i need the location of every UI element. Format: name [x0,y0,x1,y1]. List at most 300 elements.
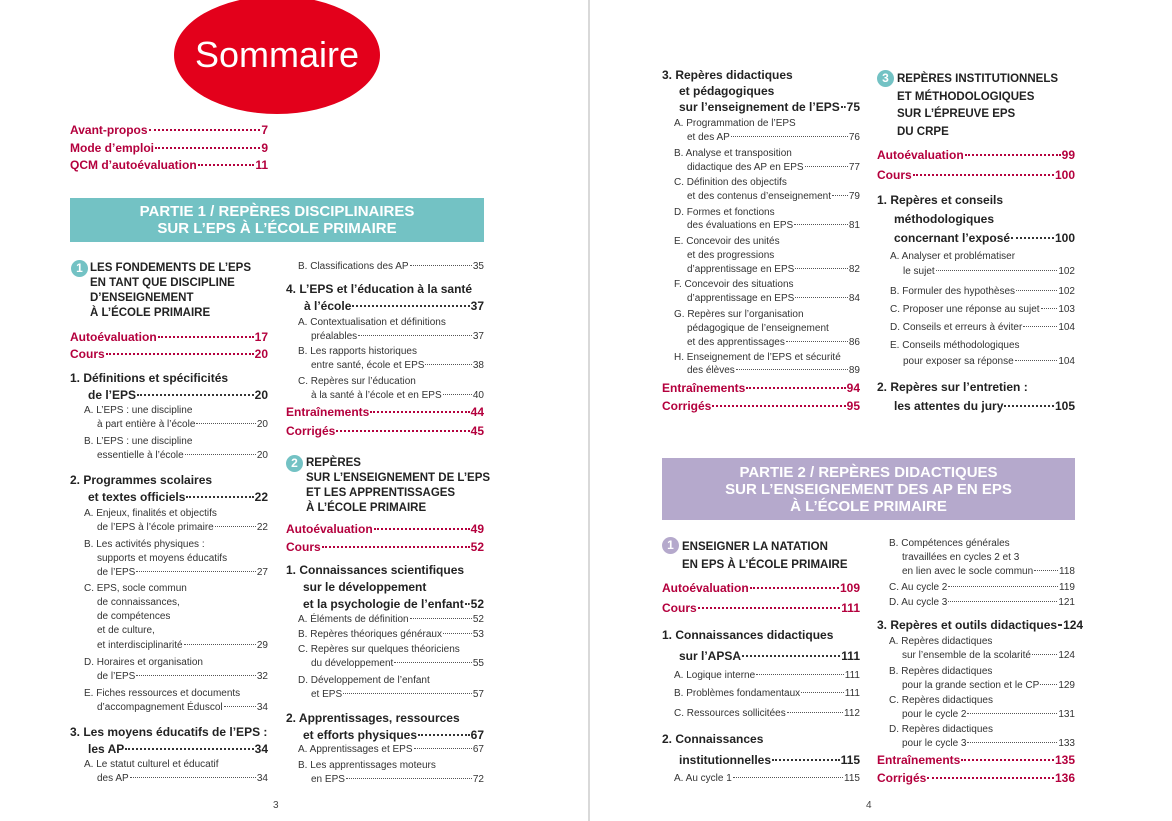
entry-label: à part entière à l’école [97,419,196,430]
dot-leader [136,675,256,676]
entry-page-number: 129 [1058,680,1075,691]
right-page [590,0,1172,821]
entry-label: de l’EPS [97,671,136,682]
entry-label: et EPS [311,689,343,700]
toc-entry-section[interactable] [894,399,1075,413]
chapter-title-line: D’ENSEIGNEMENT [90,292,194,304]
entry-page-number: 89 [848,365,860,376]
entry-label: Cours [286,540,321,554]
dot-leader [425,364,471,365]
toc-entry-subsection[interactable] [97,450,268,461]
toc-entry-subsection[interactable] [890,304,1075,315]
entry-page-number: 22 [254,490,268,504]
entry-page-number: 49 [470,522,484,536]
toc-entry-section[interactable] [679,649,860,663]
toc-entry-avant-propos[interactable] [70,123,268,137]
dot-leader [742,655,840,657]
entry-page-number: 27 [256,567,268,578]
dot-leader [184,644,256,645]
dot-leader [841,106,846,108]
entry-page-number: 103 [1058,304,1075,315]
entry-page-number: 82 [848,264,860,275]
entry-page-number: 81 [848,220,860,231]
dot-leader [1034,570,1058,571]
subsection-line: B. Les rapports historiques [298,346,417,357]
entry-page-number: 115 [844,773,860,784]
toc-entry-subsection[interactable] [890,322,1075,333]
toc-entry-subsection[interactable] [687,365,860,376]
entry-label: et interdisciplinarité [97,640,183,651]
entry-label: sur l’APSA [679,649,742,663]
toc-entry-section[interactable] [679,753,860,767]
dot-leader [948,601,1057,602]
section-heading[interactable]: 2. Connaissances [662,732,764,746]
entry-label: Cours [877,168,912,182]
dot-leader [196,423,255,424]
entry-page-number: 7 [261,123,268,137]
entry-page-number: 52 [472,614,484,625]
toc-entry-subsection[interactable] [97,567,268,578]
dot-leader [795,297,848,298]
dot-leader [794,224,848,225]
toc-entry-subsection[interactable] [97,522,268,533]
chapter-1-title[interactable] [90,261,251,321]
chapter-title-line: DU CRPE [897,125,949,138]
entry-label: A. Au cycle 1 [674,773,732,784]
toc-entry-subsection[interactable] [311,689,484,700]
subsection-line: A. Contextualisation et définitions [298,317,446,328]
dot-leader [805,166,848,167]
entry-page-number: 20 [254,388,268,402]
entry-label: des évaluations en EPS [687,220,794,231]
entry-label: les AP [88,742,125,756]
entry-page-number: 79 [848,191,860,202]
entry-label: en lien avec le socle commun [902,566,1034,577]
entry-page-number: 111 [844,688,860,699]
entry-page-number: 124 [1058,650,1075,661]
entry-label: Corrigés [286,424,336,438]
dot-leader [756,674,844,675]
toc-entry-subsection[interactable] [311,774,484,785]
toc-entry-subsection[interactable] [903,356,1075,367]
banner-line: À L’ÉCOLE PRIMAIRE [790,497,947,515]
subsection-line: D. Repères didactiques [889,724,993,735]
entry-label: pour exposer sa réponse [903,356,1014,367]
entry-label: et des AP [687,132,730,143]
dot-leader [149,129,261,131]
subsection-line: D. Développement de l’enfant [298,675,430,686]
page-title: Sommaire [194,34,360,75]
toc-entry-cours[interactable] [70,347,268,361]
toc-entry-section[interactable] [877,618,1084,632]
entry-page-number: 131 [1058,709,1075,720]
section-heading[interactable]: 4. L’EPS et l’éducation à la santé [286,282,473,296]
subsection-line: A. Le statut culturel et éducatif [84,759,219,770]
toc-entry-entrainements[interactable] [877,753,1075,767]
subsection-line: pédagogique de l’enseignement [687,323,829,334]
section-heading[interactable]: 2. Apprentissages, ressources [286,711,460,725]
toc-entry-subsection[interactable] [298,261,484,272]
dot-leader [137,394,254,396]
subsection-line: E. Conseils méthodologiques [890,340,1020,351]
entry-label: et des apprentissages [687,337,785,348]
entry-page-number: 111 [844,670,860,681]
entry-page-number: 84 [848,293,860,304]
section-heading[interactable]: 1. Repères et conseils [877,193,1004,207]
chapter-title-line: ET LES APPRENTISSAGES [306,487,456,499]
entry-page-number: 111 [841,601,860,615]
toc-entry-subsection[interactable] [97,702,268,713]
entry-page-number: 55 [472,658,484,669]
part-2-chapter-1-number: 1 [662,537,679,554]
toc-entry-autoevaluation[interactable] [877,148,1075,162]
entry-page-number: 86 [848,337,860,348]
toc-entry-corriges[interactable] [877,771,1075,785]
entry-page-number: 121 [1058,597,1075,608]
subsection-line: C. Repères sur l’éducation [298,376,416,387]
subsection-line: de connaissances, [97,597,180,608]
subsection-line: H. Enseignement de l’EPS et sécurité [674,352,841,363]
entry-label: essentielle à l’école [97,450,184,461]
chapter-3-number: 3 [877,70,894,87]
toc-entry-subsection[interactable] [97,671,268,682]
subsection-line: C. EPS, socle commun [84,583,187,594]
section-heading[interactable]: 1. Connaissances scientifiques [286,563,465,577]
entry-label: Mode d’emploi [70,141,154,155]
entry-page-number: 57 [472,689,484,700]
dot-leader [967,742,1057,743]
entry-label: B. Problèmes fondamentaux [674,688,801,699]
entry-label: QCM d’autoévaluation [70,158,197,172]
toc-entry-corriges[interactable] [662,399,860,413]
toc-entry-subsection[interactable] [311,331,484,342]
entry-label: B. Repères théoriques généraux [298,629,442,640]
entry-page-number: 20 [254,347,268,361]
toc-entry-subsection[interactable] [889,597,1075,608]
toc-entry-section[interactable] [88,490,268,504]
toc-entry-subsection[interactable] [889,582,1075,593]
toc-entry-subsection[interactable] [311,360,484,371]
dot-leader [186,496,253,498]
toc-entry-section[interactable] [894,231,1075,245]
dot-leader [1058,624,1062,626]
entry-label: de l’EPS [88,388,137,402]
toc-entry-subsection[interactable] [687,293,860,304]
toc-entry-subsection[interactable] [298,614,484,625]
toc-entry-section[interactable] [679,100,860,114]
toc-entry-subsection[interactable] [674,708,860,719]
entry-page-number: 94 [846,381,860,395]
dot-leader [374,528,470,530]
toc-entry-subsection[interactable] [674,688,860,699]
entry-label: D. Au cycle 3 [889,597,948,608]
toc-entry-section[interactable] [303,597,484,611]
entry-label: Autoévaluation [286,522,373,536]
section-heading[interactable]: méthodologiques [894,212,994,226]
toc-entry-subsection[interactable] [890,286,1075,297]
chapter-title-line: EN EPS À L’ÉCOLE PRIMAIRE [682,559,848,571]
dot-leader [961,759,1054,761]
dot-leader [1040,684,1057,685]
entry-label: Autoévaluation [877,148,964,162]
entry-page-number: 35 [472,261,484,272]
entry-label: A. Apprentissages et EPS [298,744,413,755]
dot-leader [927,777,1054,779]
dot-leader [736,369,848,370]
toc-entry-mode-emploi[interactable] [70,141,268,155]
entry-label: Avant-propos [70,123,148,137]
part-2-banner [662,458,1075,520]
toc-entry-section[interactable] [88,388,268,402]
entry-page-number: 115 [840,753,860,767]
entry-page-number: 112 [844,708,860,719]
dot-leader [198,164,255,166]
entry-page-number: 44 [470,405,484,419]
section-heading[interactable]: 1. Définitions et spécificités [70,371,229,385]
entry-label: les attentes du jury [894,399,1004,413]
entry-label: Cours [70,347,105,361]
dot-leader [418,734,470,736]
entry-page-number: 109 [839,581,860,595]
toc-entry-subsection[interactable] [687,264,860,275]
chapter-3-title[interactable] [897,71,1058,141]
banner-line: PARTIE 1 / REPÈRES DISCIPLINAIRES [139,203,415,220]
entry-page-number: 72 [472,774,484,785]
dot-leader [443,633,472,634]
page-number: 3 [273,800,279,811]
dot-leader [336,430,469,432]
entry-label: pour le cycle 2 [902,709,967,720]
entry-page-number: 17 [254,330,268,344]
entry-page-number: 95 [846,399,860,413]
subsection-line: A. Repères didactiques [889,636,993,647]
entry-page-number: 104 [1058,356,1075,367]
toc-entry-subsection[interactable] [298,744,484,755]
dot-leader [1016,290,1057,291]
subsection-line: B. Les activités physiques : [84,539,205,550]
toc-entry-subsection[interactable] [311,390,484,401]
subsection-line: A. Enjeux, finalités et objectifs [84,508,217,519]
entry-label: Entraînements [662,381,746,395]
toc-entry-subsection[interactable] [902,650,1075,661]
entry-page-number: 119 [1059,582,1075,593]
subsection-line: E. Concevoir des unités [674,236,780,247]
toc-entry-subsection[interactable] [687,132,860,143]
entry-page-number: 37 [470,299,484,313]
entry-label: et efforts physiques [303,728,418,742]
entry-page-number: 34 [254,742,268,756]
entry-page-number: 133 [1058,738,1075,749]
toc-entry-cours[interactable] [286,540,484,554]
toc-entry-subsection[interactable] [902,566,1075,577]
entry-label: d’accompagnement Éduscol [97,702,223,713]
entry-label: à l’école [304,299,352,313]
subsection-line: F. Concevoir des situations [674,279,794,290]
dot-leader [786,341,848,342]
toc-entry-cours[interactable] [877,168,1075,182]
entry-label: Corrigés [877,771,927,785]
dot-leader [346,778,472,779]
section-heading[interactable]: 1. Connaissances didactiques [662,628,834,642]
subsection-line: B. Les apprentissages moteurs [298,760,436,771]
toc-entry-subsection[interactable] [687,191,860,202]
section-heading[interactable]: 2. Programmes scolaires [70,473,213,487]
toc-entry-subsection[interactable] [687,162,860,173]
toc-entry-section[interactable] [88,742,268,756]
toc-entry-subsection[interactable] [311,658,484,669]
subsection-line: travaillées en cycles 2 et 3 [902,552,1020,563]
toc-entry-subsection[interactable] [902,709,1075,720]
toc-entry-section[interactable] [303,728,484,742]
entry-label: A. Éléments de définition [298,614,409,625]
toc-entry-subsection[interactable] [97,419,268,430]
entry-page-number: 53 [472,629,484,640]
entry-label: sur l’ensemble de la scolarité [902,650,1031,661]
toc-entry-qcm[interactable] [70,158,268,172]
toc-entry-subsection[interactable] [97,640,268,651]
dot-leader [733,777,843,778]
entry-label: Entraînements [877,753,961,767]
entry-page-number: 135 [1054,753,1075,767]
section-heading[interactable]: 3. Repères didactiques [662,68,793,82]
chapter-title-line: EN TANT QUE DISCIPLINE [90,277,235,289]
subsection-line: D. Horaires et organisation [84,657,203,668]
chapter-2-number: 2 [286,455,303,472]
chapter-title-line: À L’ÉCOLE PRIMAIRE [306,502,427,514]
entry-label: en EPS [311,774,345,785]
entry-label: et textes officiels [88,490,186,504]
chapter-title-line: SUR L’ENSEIGNEMENT DE L’EPS [306,472,491,484]
section-heading[interactable]: sur le développement [303,580,427,594]
entry-label: D. Conseils et erreurs à éviter [890,322,1023,333]
entry-page-number: 76 [848,132,860,143]
toc-entry-entrainements[interactable] [662,381,860,395]
subsection-line: A. L’EPS : une discipline [84,405,193,416]
entry-page-number: 67 [470,728,484,742]
subsection-line: B. Repères didactiques [889,666,993,677]
subsection-line: C. Repères sur quelques théoriciens [298,644,460,655]
dot-leader [370,411,469,413]
dot-leader [130,777,256,778]
dot-leader [1023,326,1057,327]
entry-page-number: 32 [256,671,268,682]
entry-page-number: 75 [846,100,860,114]
dot-leader [801,692,844,693]
entry-page-number: 52 [470,540,484,554]
subsection-line: E. Fiches ressources et documents [84,688,241,699]
subsection-line: D. Formes et fonctions [674,207,775,218]
section-heading[interactable]: et pédagogiques [679,84,775,98]
entry-page-number: 99 [1061,148,1075,162]
dot-leader [215,526,256,527]
toc-entry-subsection[interactable] [687,220,860,231]
subsection-line: C. Repères didactiques [889,695,993,706]
dot-leader [787,712,843,713]
chapter-title-line: REPÈRES [306,457,361,469]
toc-entry-autoevaluation[interactable] [662,581,860,595]
chapter-2-title[interactable] [306,456,490,516]
entry-page-number: 52 [470,597,484,611]
dot-leader [465,603,470,605]
entry-label: institutionnelles [679,753,772,767]
toc-entry-subsection[interactable] [687,337,860,348]
dot-leader [948,586,1058,587]
dot-leader [125,748,253,750]
entry-label: Entraînements [286,405,370,419]
dot-leader [224,706,256,707]
chapter-title-line: REPÈRES INSTITUTIONNELS [897,73,1059,85]
dot-leader [750,587,839,589]
entry-label: C. Au cycle 2 [889,582,948,593]
section-heading[interactable]: 2. Repères sur l’entretien : [877,380,1028,394]
entry-page-number: 34 [256,773,268,784]
toc-entry-subsection[interactable] [903,266,1075,277]
entry-page-number: 105 [1054,399,1075,413]
toc-entry-section[interactable] [304,299,484,313]
entry-page-number: 102 [1058,266,1075,277]
dot-leader [1041,308,1058,309]
dot-leader [158,336,254,338]
entry-page-number: 100 [1054,168,1075,182]
section-heading[interactable]: 3. Les moyens éducatifs de l’EPS : [70,725,268,739]
toc-entry-cours[interactable] [662,601,860,615]
toc-entry-entrainements[interactable] [286,405,484,419]
entry-page-number: 77 [848,162,860,173]
entry-label: B. Formuler des hypothèses [890,286,1016,297]
toc-entry-subsection[interactable] [902,680,1075,691]
dot-leader [410,618,472,619]
toc-entry-subsection[interactable] [902,738,1075,749]
entry-label: A. Logique interne [674,670,756,681]
dot-leader [443,394,472,395]
dot-leader [698,607,841,609]
dot-leader [185,454,256,455]
toc-entry-autoevaluation[interactable] [70,330,268,344]
dot-leader [832,195,848,196]
dot-leader [936,270,1058,271]
entry-page-number: 104 [1058,322,1075,333]
dot-leader [772,759,840,761]
chapter-title-line: SUR L’ÉPREUVE EPS [897,108,1016,120]
dot-leader [1032,654,1057,655]
entry-page-number: 20 [256,419,268,430]
entry-label: du développement [311,658,394,669]
toc-entry-subsection[interactable] [298,629,484,640]
dot-leader [746,387,845,389]
entry-page-number: 102 [1058,286,1075,297]
toc-entry-subsection[interactable] [97,773,268,784]
dot-leader [913,174,1054,176]
entry-label: Autoévaluation [662,581,749,595]
dot-leader [967,713,1057,714]
part-2-chapter-1-title[interactable] [682,538,848,574]
entry-page-number: 37 [472,331,484,342]
entry-label: entre santé, école et EPS [311,360,425,371]
toc-entry-subsection[interactable] [674,773,860,784]
toc-entry-corriges[interactable] [286,424,484,438]
toc-entry-subsection[interactable] [674,670,860,681]
entry-page-number: 11 [255,158,268,172]
entry-label: préalables [311,331,358,342]
entry-label: pour le cycle 3 [902,738,967,749]
entry-label: 3. Repères et outils didactiques [877,618,1058,632]
subsection-line: B. L’EPS : une discipline [84,436,193,447]
banner-line: PARTIE 2 / REPÈRES DIDACTIQUES [739,463,998,481]
subsection-line: A. Programmation de l’EPS [674,118,796,129]
toc-entry-autoevaluation[interactable] [286,522,484,536]
dot-leader [358,335,472,336]
entry-page-number: 20 [256,450,268,461]
